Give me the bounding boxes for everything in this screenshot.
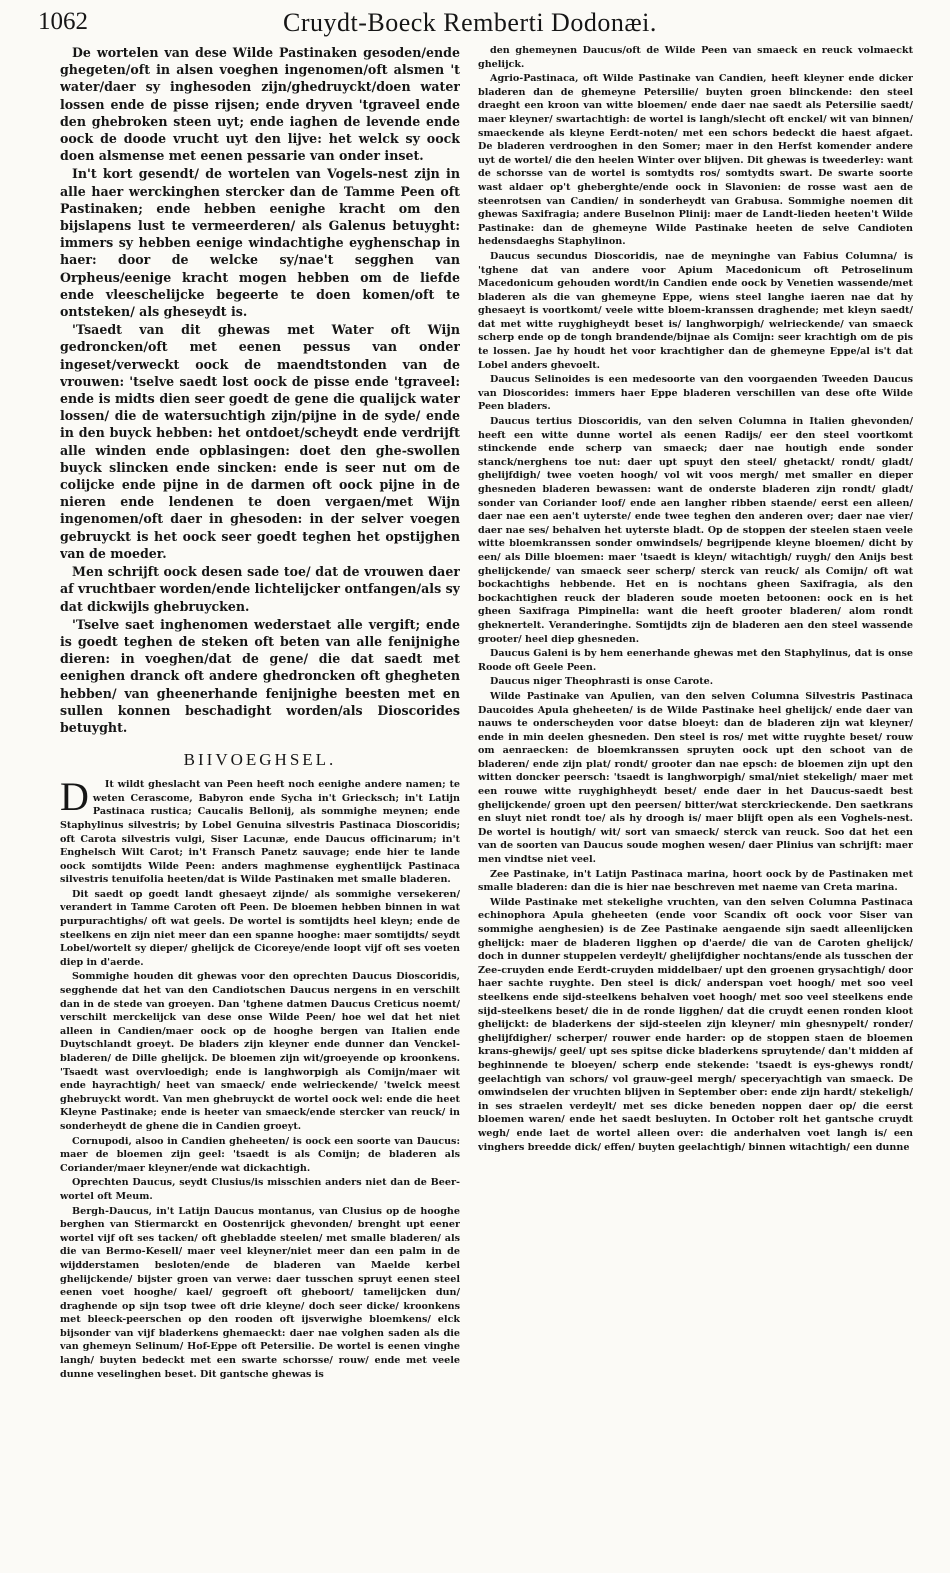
paragraph: Daucus secundus Dioscoridis, nae de meyninghe van Fabius Columna/ is 'tghene dat van andere voor Apium Macedonicum oft Petroselinum Macedonicum gehouden wordt/in Candien ende oock by Venetien wassende/met bladeren als die van ghemeyne Eppe, wiens steel langhe iaeren nae dat hy ghesaeyt is voortkomt/ veele witte bloem-kranssen draghende; met kleyn saedt/ dat met witte ruyghigheydt beset is/ langhworpigh/ welrieckende/ van smaeck scherp ende op de tongh brandende/bijnae als Comijn: seer krachtigh om de pis te lossen. Jae hy houdt het voor krachtigher dan de ghemeyne Eppe/al is't dat Lobel anders ghevoelt. <box>478 250 913 371</box>
paragraph: Daucus Galeni is by hem eenerhande ghewas met den Staphylinus, dat is onse Roode oft Geele Peen. <box>478 648 913 673</box>
right-column <box>478 44 913 1549</box>
paragraph: Daucus niger Theophrasti is onse Carote. <box>490 676 714 688</box>
paragraph: Daucus tertius Dioscoridis, van den selven Columna in Italien ghevonden/ heeft een witte dunne wortel als eenen Radijs/ eer den steel voortkomt stinckende ende scherp van smaeck; daer nae houtigh ende sonder stanck/nerghens toe nut: daer upt spuyt den steel/ ghetackt/ rondt/ gladt/ ghelijfdigh/ twee voeten hoogh/ vol wit voos mergh/ met smaller en dieper ghesneden bladeren bewassen: want de onderste bladeren zijn rondt/ gladt/ sonder van Coriander loof/ ende aen langher ribben staende/ eerst een alleen/ daer nae een aen't uyterste/ ende twee teghen den anderen over; daer nae vier/ daer nae ses/ behalven het uyterste bladt. Op de stoppen der steelen staen veele witte bloemkranssen sonder omwindsels/ begrijpende kleyne bloemen/ dicht by een/ als Dille bloemen: maer 'tsaedt is kleyn/ witachtigh/ ruygh/ den Anijs best ghelijckende/ van smaeck seer scherp/ sterck van reuck/ als Comijn/ oft wat bockachtighs hebbende. Het en is nochtans gheen Saxifragia, als den bockachtighen reuck der bladeren soude moeten betoonen: oock en is het gheen Saxifraga Pimpinella: want die heeft grooter bladeren/ alom rondt gheknertelt. Veranderinghe. Somtijdts zijn de bladeren aen den steel wassende grooter/ heel diep ghesneden. <box>478 416 913 645</box>
paragraph: Daucus Selinoides is een medesoorte van den voorgaenden Tweeden Daucus van Dioscorides: immers haer Eppe bladeren verschillen van dese ofte Wilde Peen bladers. <box>478 374 913 413</box>
paragraph: Agrio-Pastinaca, oft Wilde Pastinake van Candien, heeft kleyner ende dicker bladeren dan de ghemeyne Petersilie/ buyten groen blinckende: den steel draeght een kroon van witte bloemen/ ende daer nae saedt als Petersilie saedt/ maer kleyner/ swartachtigh: de wortel is langh/slecht oft enckel/ wit van binnen/ smaeckende als kleyne Eerdt-noten/ met een schors bedeckt die haest afgaet. De bladeren verdrooghen in den Somer; maer in den Herfst komender andere uyt de wortel/ die den heelen Winter over blijven. Dit ghewas is tweederley: want de schorsse van de wortel is somtydts ros/ somtydts swart. De swarte soorte wast aldaer op't gheberghte/ende oock in Slavonien: de rosse wast aen de steenrotsen van Candien/ in sonderheydt van Grabusa. Sommighe noemen dit ghewas Saxifragia; andere Buselnon Plinij: maer de Landt-lieden heeten't Wilde Pastinake: dan de ghemeyne Wilde Pastinake heeten de selve Candioten hedensdaeghs Staphylinon. <box>478 73 913 248</box>
drop-cap: D <box>60 774 89 820</box>
supplement-first-paragraph <box>60 774 460 887</box>
running-title: Cruydt-Boeck Remberti Dodonæi. <box>283 8 657 37</box>
paragraph: Bergh-Daucus, in't Latijn Daucus montanus, van Clusius op de hooghe berghen van Stiermarckt en Oostenrijck ghevonden/ brenght upt eener wortel vijf oft ses tacken/ oft ghebladde steelen/ met smalle bladeren/ als die van Bermo-Kesell/ maer veel kleyner/niet meer dan een palm in de wijdderstamen besloten/ende de bladeren van Maelde kerbel ghelijckende/ bijster groen van verwe: daer tusschen spruyt eenen steel eenen voet hooghe/ kael/ gegroeft oft gheboort/ tamelijcken dun/ draghende op sijn tsop twee oft drie kleyne/ doch seer dicke/ kroonkens met bleeck-peerschen op den rooden oft ijsverwighe bloemkens/ elck bijsonder van vijf bladerkens ghemaeckt: daer nae volghen saden als die van ghemeyn Selinum/ Hof-Eppe oft Petersilie. De wortel is eenen vinghe langh/ buyten bedeckt met een swarte schorsse/ rouw/ ende met veele dunne veselinghen beset. Dit gantsche ghewas is <box>60 1205 460 1380</box>
page-header <box>38 4 918 42</box>
paragraph: den ghemeynen Daucus/oft de Wilde Peen van smaeck en reuck volmaeckt ghelijck. <box>478 45 913 70</box>
paragraph: Oprechten Daucus, seydt Clusius/is misschien anders niet dan de Beer-wortel oft Meum. <box>60 1177 460 1202</box>
left-column <box>60 44 460 1549</box>
paragraph: De wortelen van dese Wilde Pastinaken gesoden/ende ghegeten/oft in alsen voeghen ingenomen/oft alsmen 't water/daer sy inghesoden zijn/ghedruyckt/doen water lossen ende de pisse rijsen; ende dryven 'tgraveel ende den ghebroken steen uyt; ende iaghen de levende ende oock de doode vrucht uyt den lijve: het welck sy oock doen alsmense met eenen pessarie van onder inset. <box>60 45 460 164</box>
paragraph: 'Tsaedt van dit ghewas met Water oft Wijn gedroncken/oft met eenen pessus van onder ingeset/verweckt oock de maendtstonden van de vrouwen: 'tselve saedt lost oock de pisse ende 'tgraveel: ende is midts dien seer goedt de gene die qualijck water lossen/ die de watersuchtigh zijn/pijne in de syde/ ende in den buyck hebben: het ontdoet/scheydt ende verdrijft alle winden ende opblasingen: doet den ghe-swollen buyck slincken ende sincken: ende is seer nut om de colijcke ende pijne in de darmen oft oock pijne in de nieren ende lendenen te doen vergaen/met Wijn ingenomen/oft daer in ghesoden: in der selver voegen gebruyckt is het oock seer goedt teghen het opstijghen van de moeder. <box>60 322 460 561</box>
paragraph: Zee Pastinake, in't Latijn Pastinaca marina, hoort oock by de Pastinaken met smalle bladeren: dan die is hier nae beschreven met naeme van Creta marina. <box>478 868 913 894</box>
paragraph: Wilde Pastinake met stekelighe vruchten, van den selven Columna Pastinaca echinophora Apula gheheeten (ende voor Scandix oft oock voor Siser van sommighe aenghesien) is de Zee Pastinake aengaende sijn saedt alleenlijcken ghelijck: maer de bladeren ligghen op d'aerde/ die van de Caroten ghelijck/ doch in dunner stuppelen verdeylt/ ghelijfdigher nochtans/ende als tusschen der Zee-cruyden ende Eerdt-cruyden middelbaer/ upt den groenen grysachtigh/ door haer sachte ruyghte. Den steel is dick/ anderspan voet hoogh/ met soo veel steelkens ende sijd-steelkens behalven voet hoogh/ met soo veel steelkens ende sijd-steelkens beset/ die in de ronde ligghen/ dat die cruydt eenen ronden kloot ghelijckt: de bladerkens der sijd-steelen zijn kleyner/ min ghesnypelt/ ronder/ ghelijfdigher/ scherper/ rouwer ende harder: op de stoppen staen de bloemen krans-ghewijs/ geel/ upt ses spitse dicke bladerkens spruytende/ dan't midden af beghinnende te bloeyen/ scherp ende stekende: 'tsaedt is eys-ghewys rondt/ geelachtigh van schors/ vol grauw-geel mergh/ speceryachtigh van smaeck. De omwindselen der vruchten blijven in September ober: ende zijn hardt/ stekeligh/ in ses straelen verdeylt/ met ses dicke beneden noppen daer op/ die eerst bloemen waren/ ende het saedt besluyten. In October rolt het gantsche cruydt wegh/ ende laet de wortel alleen over: die anderhalven voet langh is/ een vinghers breedde dick/ effen/ buyten geelachtigh/ binnen witachtigh/ een dunne <box>478 896 913 1153</box>
paragraph: 'Tselve saet inghenomen wederstaet alle vergift; ende is goedt teghen de steken oft beten van alle fenijnighe dieren: in voeghen/dat de gene/ die dat saedt met eenighen dranck oft andere ghedroncken oft ghegheten hebben/ van gheenerhande fenijnighe beesten met en sullen konnen beschadight worden/als Dioscorides betuyght. <box>60 616 460 735</box>
paragraph: Men schrijft oock desen sade toe/ dat de vrouwen daer af vruchtbaer worden/ende lichtelijcker ontfangen/als sy dat dickwijls ghebruycken. <box>60 564 460 614</box>
paragraph: In't kort gesendt/ de wortelen van Vogels-nest zijn in alle haer werckinghen stercker dan de Tamme Peen oft Pastinaken; ende hebben eenighe kracht om den bijslapens lust te vermeerderen/ als Galenus betuyght: immers sy hebben eenige windachtighe eyghenschap in haer: door de welcke sy/nae't segghen van Orpheus/eenige kracht mogen hebben om de liefde ende vleeschelijcke begeerte te doen komen/oft te ontsteken/ als gheseydt is. <box>60 166 460 320</box>
supplement-first-text: It wildt gheslacht van Peen heeft noch eenighe andere namen; te weten Cerascome, Babyron ende Sycha in't Griecksch; in't Latijn Pastinaca rustica; Caucalis Bellonij, als sommighe meynen; ende Staphylinus silvestris; by Lobel Genuina silvestris Pastinaca Dioscoridis; oft Carota silvestris vulgi, Siser Lacunæ, ende Daucus officinarum; in't Enghelsch Wilt Carot; in't Fransch Panetz sauvage; ende hier te lande oock somtijdts Wilde Peen: anders maghmense eyghentlijck Pastinaca silvestris tenuifolia heeten/dat is Wilde Pastinaken met smalle bladeren. <box>60 779 460 886</box>
paragraph: Sommighe houden dit ghewas voor den oprechten Daucus Dioscoridis, segghende dat het van den Candiotschen Daucus nergens in en verschilt dan in de stede van groeyen. Dan 'tghene datmen Daucus Creticus noemt/ verschilt merckelijck van dese onse Wilde Peen/ hoe wel dat het niet alleen in Candien/maer oock op de hooghe bergen van Italien ende Duytschlandt groeyt. De bladers zijn kleyner ende dunner dan Venckel-bladeren/ de Dille ghelijck. De bloemen zijn wit/groeyende op kroonkens. 'Tsaedt wast overvloedigh; ende is langhworpigh als Comijn/maer wit ende hayrachtigh/ heet van smaeck/ ende welrieckende/ 'twelck meest ghebruyckt wordt. Van men ghebruyckt de wortel oock wel: ende die heet Kleyne Pastinake; ende is heeter van smaeck/ende stercker van reuck/ in sonderheydt de ghene die in Candien groeyt. <box>60 971 460 1132</box>
page-number: 1062 <box>38 8 88 35</box>
paragraph: Dit saedt op goedt landt ghesaeyt zijnde/ als sommighe versekeren/ verandert in Tamme Caroten oft Peen. De bloemen hebben binnen in wat purpurachtighs/ oft wat geels. De wortel is somtijdts heel kleyn; ende de steelkens en zijn niet meer dan een spanne hooghe: maer somtijdts/ seydt Lobel/wortelt sy dieper/ ghelijck de Cicoreye/ende loopt vijf oft ses voeten diep in d'aerde. <box>60 888 460 968</box>
paragraph: Cornupodi, alsoo in Candien gheheeten/ is oock een soorte van Daucus: maer de bloemen zijn geel: 'tsaedt is als Comijn; de bladeren als Coriander/maer kleyner/ende wat dickachtigh. <box>60 1135 460 1174</box>
section-heading: BIIVOEGHSEL. <box>183 750 337 770</box>
paragraph: Wilde Pastinake van Apulien, van den selven Columna Silvestris Pastinaca Daucoides Apula gheheeten/ is de Wilde Pastinake heel ghelijck/ ende daer van nauws te onderscheyden voor datse bloeyt: dan de bladeren zijn wat kleyner/ ende in min deelen ghesneden. Den steel is ros/ met witte ruyghte beset/ rouw om aenraecken: de bloemkranssen spruyten oock upt den schoot van de bladeren/ ende zijn plat/ rondt/ grooter dan nae epsch: de bloemen zijn upt den witten doncker peersch: 'tsaedt is langhworpigh/ smal/niet stekeligh/ maer met een rouwe witte ruyghighheydt beset/ ende daer in het Daucus-saedt best ghelijckende/ groen upt den peersen/ bitter/wat sterckrieckende. Den saetkrans en sluyt niet rondt toe/ als hy droogh is/ maer blijft open als een Voghels-nest. De wortel is houtigh/ wit/ sort van smaeck/ sterck van reuck. Soo dat het een van de soorten van Daucus soude moghen wesen/ daer Plinius van schrijft: maer men vindtse niet veel. <box>478 690 913 866</box>
